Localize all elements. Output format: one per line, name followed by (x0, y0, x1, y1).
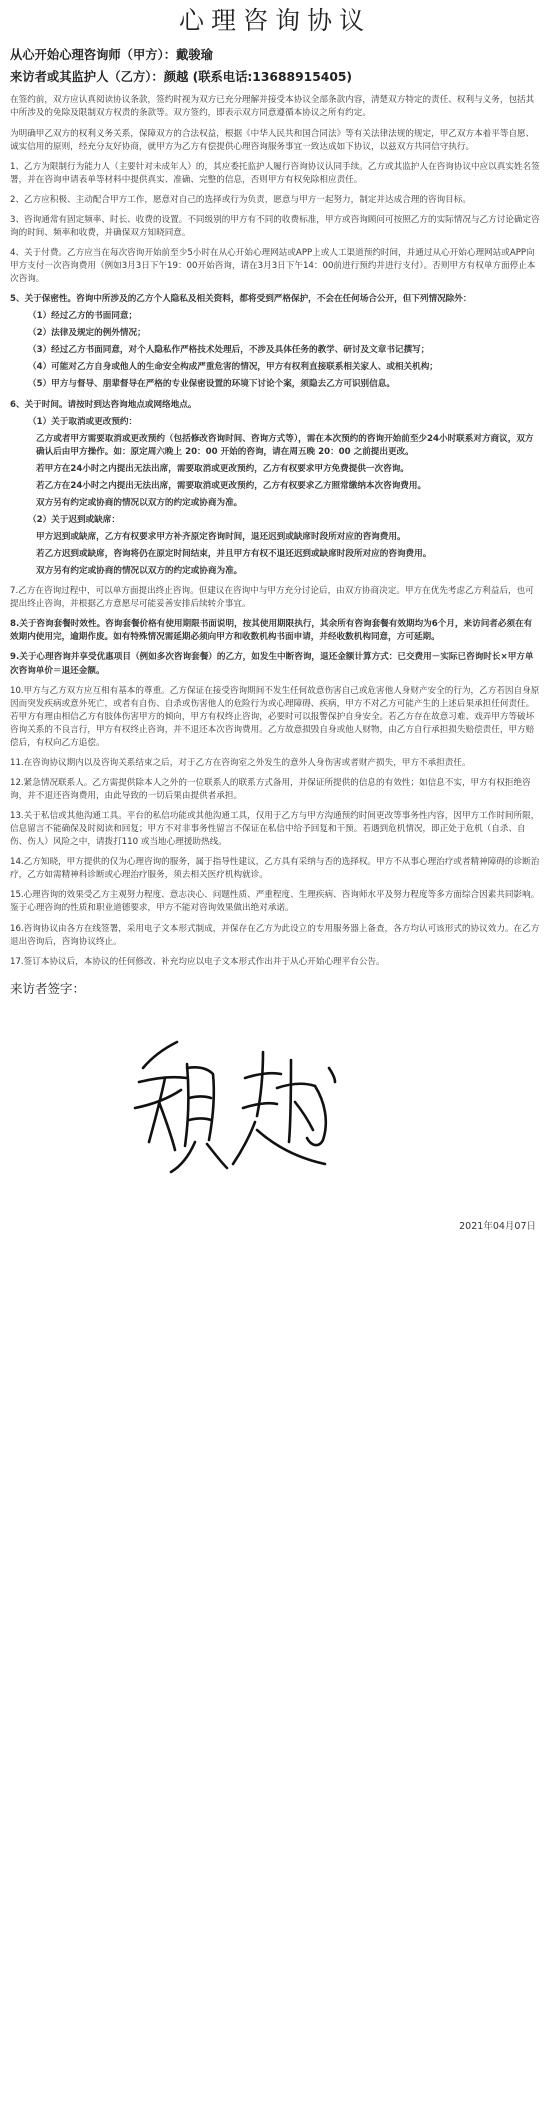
clause-2: 2、乙方应积极、主动配合甲方工作，愿意对自己的选择或行为负责，愿意与甲方一起努力，制定并达成合理的咨询目标。 (10, 194, 471, 205)
clause-6-1-c: 若乙方在24小时之内提出无法出席，需要取消或更改预约，乙方有权要求乙方照常缴纳本次咨询费用。 (36, 480, 427, 491)
clause-6-2-title: （2）关于迟到或缺席： (28, 514, 120, 525)
clause-6-1-d: 双方另有约定或协商的情况以双方的约定或协商为准。 (36, 497, 243, 508)
signature-label: 来访者签字： (10, 980, 86, 996)
clause-6-2-a: 甲方迟到或缺席，乙方有权要求甲方补齐原定咨询时间，退还迟到或缺席时段所对应的咨询费用。 (36, 532, 406, 542)
clause-14: 14.乙方知晓，甲方提供的仅为心理咨询的服务，属于指导性建议，乙方具有采纳与否的选择权。甲方不从事心理治疗或者精神障碍的诊断治疗，乙方如需精神科诊断或心理治疗服务，须去相关医疗机构就诊。 (10, 857, 540, 881)
intro-paragraph-2: 为明确甲乙双方的权利义务关系，保障双方的合法权益，根据《中华人民共和国合同法》等有关法律法规的规定，甲乙双方本着平等自愿、诚实信用的原则，经充分友好协商，就甲方为乙方有偿提供心理咨询服务事宜一致达成如下协议，以兹双方共同信守执行。 (10, 128, 535, 152)
clause-15: 15.心理咨询的效果受乙方主观努力程度、意志决心、问题性质、严重程度、生理疾病、咨询师水平及努力程度等多方面综合因素共同影响。鉴于心理咨询的性质和职业道德要求，甲方不能对咨询效果做出绝对承诺。 (10, 890, 540, 914)
clause-6-1-b: 若甲方在24小时之内提出无法出席，需要取消或更改预约，乙方有权要求甲方免费提供一次咨询。 (36, 463, 409, 474)
clause-11: 11.在咨询协议期内以及咨询关系结束之后，对于乙方在咨询室之外发生的意外人身伤害或者财产损失，甲方不承担责任。 (10, 757, 471, 768)
clause-6-title: 6、关于时间。请按时到达咨询地点或网络地点。 (10, 399, 197, 410)
clause-6-1-a: 乙方或者甲方需要取消或更改预约（包括修改咨询时间、咨询方式等），需在本次预约的咨询开始前至少24小时联系对方商议，双方确认后由甲方操作。如：原定周六晚上 20：00 开始的咨询，请在周五晚 20：00 之前提出更改。 (36, 433, 534, 457)
clause-7: 7.乙方在咨询过程中，可以单方面提出终止咨询。但建议在咨询中与甲方充分讨论后，由双方协商决定。甲方在优先考虑乙方利益后，也可提出终止咨询，并根据乙方意愿尽可能妥善安排后续转介事宜。 (10, 586, 534, 610)
clause-12: 12.紧急情况联系人。乙方需提供除本人之外的一位联系人的联系方式备用，并保证所提供的信息的有效性；如信息不实，甲方有权拒绝咨询，并不退还咨询费用，由此导致的一切后果由提供者承担。 (10, 777, 531, 801)
clause-17: 17.签订本协议后，本协议的任何修改、补充均应以电子文本形式作出并于从心开始心理平台公告。 (10, 956, 385, 967)
intro-paragraph-1: 在签约前，双方应认真阅读协议条款，签约时视为双方已充分理解并接受本协议全部条款内容，清楚双方特定的责任、权利与义务，包括其中所涉及的免除及限制双方权责的条款等。双方签约，即表示双方同意遵循本协议之所有约定。 (10, 95, 535, 119)
clause-10: 10.甲方与乙方双方应互相有基本的尊重。乙方保证在接受咨询期间不发生任何故意伤害自己或危害他人身财产安全的行为，乙方若因自身原因而突发疾病或意外死亡，或者有自伤、自杀或伤害他人的危险行为或心理障碍、疾病，甲方不对乙方可能产生的上述后果承担任何责任。若甲方有理由相信乙方有肢体伤害甲方的倾向，甲方有权终止咨询，必要时可以报警保护自身安全。若乙方存在故意习难、戏弄甲方等破坏咨询关系的不良言行，甲方有权终止咨询，并不退还本次咨询费用。乙方故意损毁自身或他人财物，由乙方自行承担损失赔偿责任，甲方赔偿后，有权向乙方追偿。 (10, 685, 540, 748)
page-title: 心理咨询协议 (178, 6, 371, 35)
clause-6-2-b: 若乙方迟到或缺席，咨询将仍在原定时间结束，并且甲方有权不退还迟到或缺席时段所对应的咨询费用。 (36, 549, 432, 560)
agreement-page (0, 2, 550, 1234)
signing-date: 2021年04月07日 (459, 1220, 536, 1232)
clause-5-item-5: （5）甲方与督导、朋辈督导在严格的专业保密设置的环境下讨论个案，须隐去乙方可识别信息。 (28, 379, 395, 390)
clause-6-1-title: （1）关于取消或更改预约： (28, 416, 138, 427)
clause-9: 9.关于心理咨询并享受优惠项目（例如多次咨询套餐）的乙方，如发生中断咨询，退还金额计算方式：已交费用－实际已咨询时长×甲方单次咨询单价＝退还金额。 (10, 652, 534, 676)
clause-13: 13.关于私信或其他沟通工具。平台的私信功能或其他沟通工具，仅用于乙方与甲方沟通预约时间更改等事务性内容，因甲方工作时间所限，信息留言不能确保及时阅读和回复；甲方不对非事务性留言不保证在私信中给予回复和干预。若遇到危机情况，即正处于危机（自杀、自伤、伤人）风险之中，请拨打110 或当地心理援助热线。 (10, 811, 540, 848)
clause-5-item-3: （3）经过乙方书面同意，对个人隐私作严格技术处理后，不涉及具体任务的教学、研讨及文章书记撰写； (28, 345, 430, 356)
clause-8: 8.关于咨询套餐时效性。咨询套餐价格有使用期限书面说明，按其使用期限执行，其余所有咨询套餐有效期均为6个月，来访问者必须在有效期内使用完，逾期作废。如有特殊情况需延期必须向甲方和收数机构书面申请，并经收数机构同意，方可延期。 (10, 619, 533, 643)
clause-16: 16.咨询协议由各方在线签署，采用电子文本形式制成，并保存在乙方为此设立的专用服务器上备查，各方均认可该形式的协议效力。在乙方退出咨询后，咨询协议终止。 (10, 923, 540, 947)
clause-5-item-2: （2）法律及规定的例外情况； (28, 328, 146, 339)
party-b-line: 来访者或其监护人（乙方）：颜越 (联系电话:13688915405) (10, 69, 353, 84)
clause-5-item-4: （4）可能对乙方自身或他人的生命安全构成严重危害的情况，甲方有权利直接联系相关家人、或相关机构； (28, 362, 438, 373)
clause-5-title: 5、关于保密性。咨询中所涉及的乙方个人隐私及相关资料，都将受到严格保护，不会在任何场合公开，但下列情况除外： (10, 294, 472, 305)
party-a-line: 从心开始心理咨询师（甲方）：戴骏瑜 (10, 48, 213, 62)
clause-6-2-c: 双方另有约定或协商的情况以双方的约定或协商为准。 (36, 566, 243, 577)
clause-1: 1、乙方为限制行为能力人（主要针对未成年人）的，其应委托监护人履行咨询协议认同手续。乙方或其监护人在咨询协议中应以真实姓名签署，并在咨询申请表单等材料中提供真实、准确、完整的信息，否则甲方有权免除相应责任。 (10, 161, 540, 185)
clause-4: 4、关于付费。乙方应当在每次咨询开始前至少5小时在从心开始心理网站或APP上或人工渠道预约时间，并通过从心开始心理网站或APP向甲方支付一次咨询费用（例如3月3日下午19：00开始咨询，请在3月3日下午14：00前进行预约并进行支付）。否则甲方有权单方面停止本次咨询。 (10, 247, 536, 285)
clause-5-item-1: （1）经过乙方的书面同意； (28, 311, 138, 322)
clause-3: 3、咨询通常有固定频率、时长、收费的设置。不同级别的甲方有不同的收费标准，甲方或咨询顾问可按照乙方的实际情况与乙方讨论确定咨询的时间、频率和收费，并确保双方知晓同意。 (10, 214, 540, 238)
handwritten-signature (125, 1038, 345, 1178)
